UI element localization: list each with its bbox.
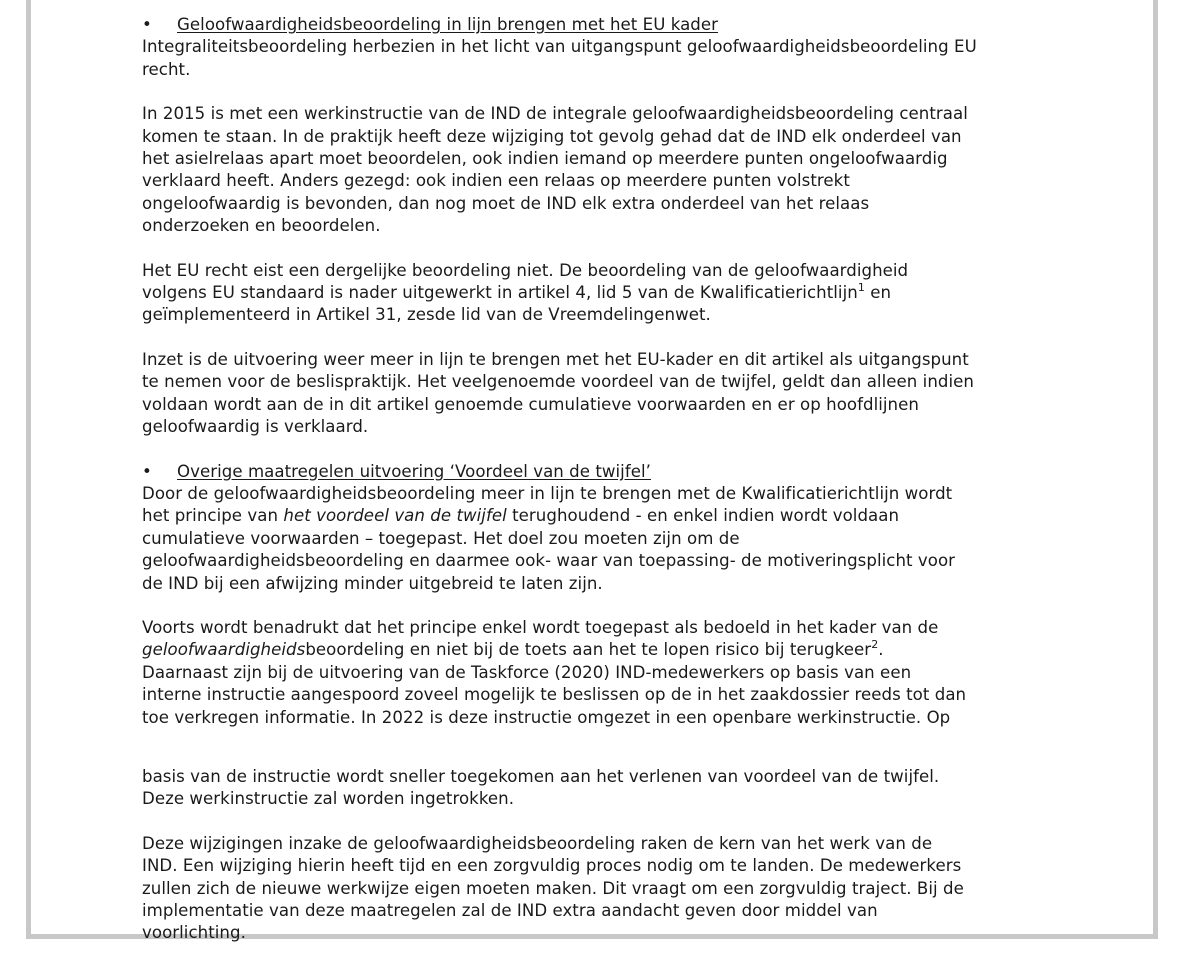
text-line: interne instructie aangespoord zoveel mogelijk te beslissen op de in het zaakdossier reeds tot dan: [142, 685, 967, 705]
text-line: [142, 639, 1067, 661]
emphasis-text: het voordeel van de twijfel: [283, 506, 507, 526]
paragraph-kwalificatierichtlijn: [142, 483, 1067, 595]
text-line: basis van de instructie wordt sneller toegekomen aan het verlenen van voordeel van de twijfel.: [142, 766, 940, 786]
text-line: te nemen voor de beslispraktijk. Het veelgenoemde voordeel van de twijfel, geldt dan alleen indien: [142, 372, 974, 392]
text-line: Integraliteitsbeoordeling herbezien in het licht van uitgangspunt geloofwaardigheidsbeoordeling EU: [142, 37, 977, 57]
text-line: Door de geloofwaardigheidsbeoordeling meer in lijn te brengen met de Kwalificatierichtlijn wordt: [142, 483, 953, 503]
text-line: ongeloofwaardig is bevonden, dan nog moet de IND elk extra onderdeel van het relaas: [142, 193, 870, 213]
text-span: en: [864, 283, 892, 303]
section-heading-eu-kader: [142, 14, 1067, 36]
page-break: [142, 729, 1067, 766]
page-margin: [1162, 0, 1200, 959]
paragraph-inzet: [142, 349, 1067, 439]
text-span: beoordeling en niet bij de toets aan het te lopen risico bij terugkeer: [305, 640, 872, 660]
bullet-icon: •: [142, 15, 152, 34]
text-span: volgens EU standaard is nader uitgewerkt in artikel 4, lid 5 van de Kwalificatierichtlijn: [142, 283, 858, 303]
text-span: terughoudend - en enkel indien wordt voldaan: [506, 506, 900, 526]
text-line: implementatie van deze maatregelen zal de IND extra aandacht geven door middel van: [142, 901, 878, 920]
text-line: voldaan wordt aan de in dit artikel genoemde cumulatieve voorwaarden en er op hoofdlijnen: [142, 394, 919, 414]
paragraph-2015: [142, 103, 1067, 237]
text-line: voorlichting.: [142, 923, 246, 943]
text-line: geloofwaardigheidsbeoordeling en daarmee ook- waar van toepassing- de motiveringsplicht voor: [142, 551, 956, 571]
footnote-ref-2[interactable]: 2: [871, 637, 879, 651]
text-line: geloofwaardig is verklaard.: [142, 417, 369, 437]
paragraph-wijzigingen: [142, 833, 1067, 945]
text-line: toe verkregen informatie. In 2022 is deze instructie omgezet in een openbare werkinstructie. Op: [142, 707, 951, 727]
text-line: Daarnaast zijn bij de uitvoering van de Taskforce (2020) IND-medewerkers op basis van een: [142, 662, 912, 682]
text-line: de IND bij een afwijzing minder uitgebreid te laten zijn.: [142, 573, 603, 593]
text-line: zullen zich de nieuwe werkwijze eigen moeten maken. Dit vraagt om een zorgvuldig traject. Bij de: [142, 878, 964, 898]
text-line: Deze wijzigingen inzake de geloofwaardigheidsbeoordeling raken de kern van het werk van de: [142, 833, 933, 853]
emphasis-text: geloofwaardigheids: [142, 640, 306, 660]
text-line: onderzoeken en beoordelen.: [142, 216, 381, 236]
text-span: .: [878, 640, 884, 660]
text-line: [142, 282, 1067, 304]
document-body: [142, 14, 1067, 945]
paragraph-continuation: [142, 766, 1067, 811]
paragraph-voorts: [142, 617, 1067, 729]
text-line: recht.: [142, 59, 191, 79]
text-line: geïmplementeerd in Artikel 31, zesde lid van de Vreemdelingenwet.: [142, 305, 711, 325]
heading-text: Geloofwaardigheidsbeoordeling in lijn brengen met het EU kader: [177, 15, 719, 34]
bullet-icon: •: [142, 461, 152, 481]
text-line: het asielrelaas apart moet beoordelen, ook indien iemand op meerdere punten ongeloofwaardig: [142, 149, 948, 169]
paragraph-eu-recht: [142, 260, 1067, 327]
footnote-ref-1[interactable]: 1: [857, 280, 865, 294]
text-line: Het EU recht eist een dergelijke beoordeling niet. De beoordeling van de geloofwaardigheid: [142, 260, 909, 280]
text-line: komen te staan. In de praktijk heeft deze wijziging tot gevolg gehad dat de IND elk onderdeel van: [142, 126, 962, 146]
text-line: Deze werkinstructie zal worden ingetrokken.: [142, 789, 515, 809]
text-span: het principe van: [142, 506, 284, 526]
section-heading-overige-maatregelen: [142, 461, 1067, 483]
text-line: Voorts wordt benadrukt dat het principe enkel wordt toegepast als bedoeld in het kader van de: [142, 617, 939, 637]
text-line: Inzet is de uitvoering weer meer in lijn te brengen met het EU-kader en dit artikel als uitgangspunt: [142, 349, 969, 369]
text-line: cumulatieve voorwaarden – toegepast. Het doel zou moeten zijn om de: [142, 528, 740, 548]
text-line: In 2015 is met een werkinstructie van de IND de integrale geloofwaardigheidsbeoordeling centraal: [142, 104, 968, 124]
heading-text: Overige maatregelen uitvoering ‘Voordeel van de twijfel’: [177, 461, 651, 481]
intro-paragraph: [142, 36, 1067, 81]
text-line: verklaard heeft. Anders gezegd: ook indien een relaas op meerdere punten volstrekt: [142, 171, 850, 191]
text-line: IND. Een wijziging hierin heeft tijd en een zorgvuldig proces nodig om te landen. De medewerkers: [142, 856, 962, 876]
text-line: [142, 505, 1067, 527]
